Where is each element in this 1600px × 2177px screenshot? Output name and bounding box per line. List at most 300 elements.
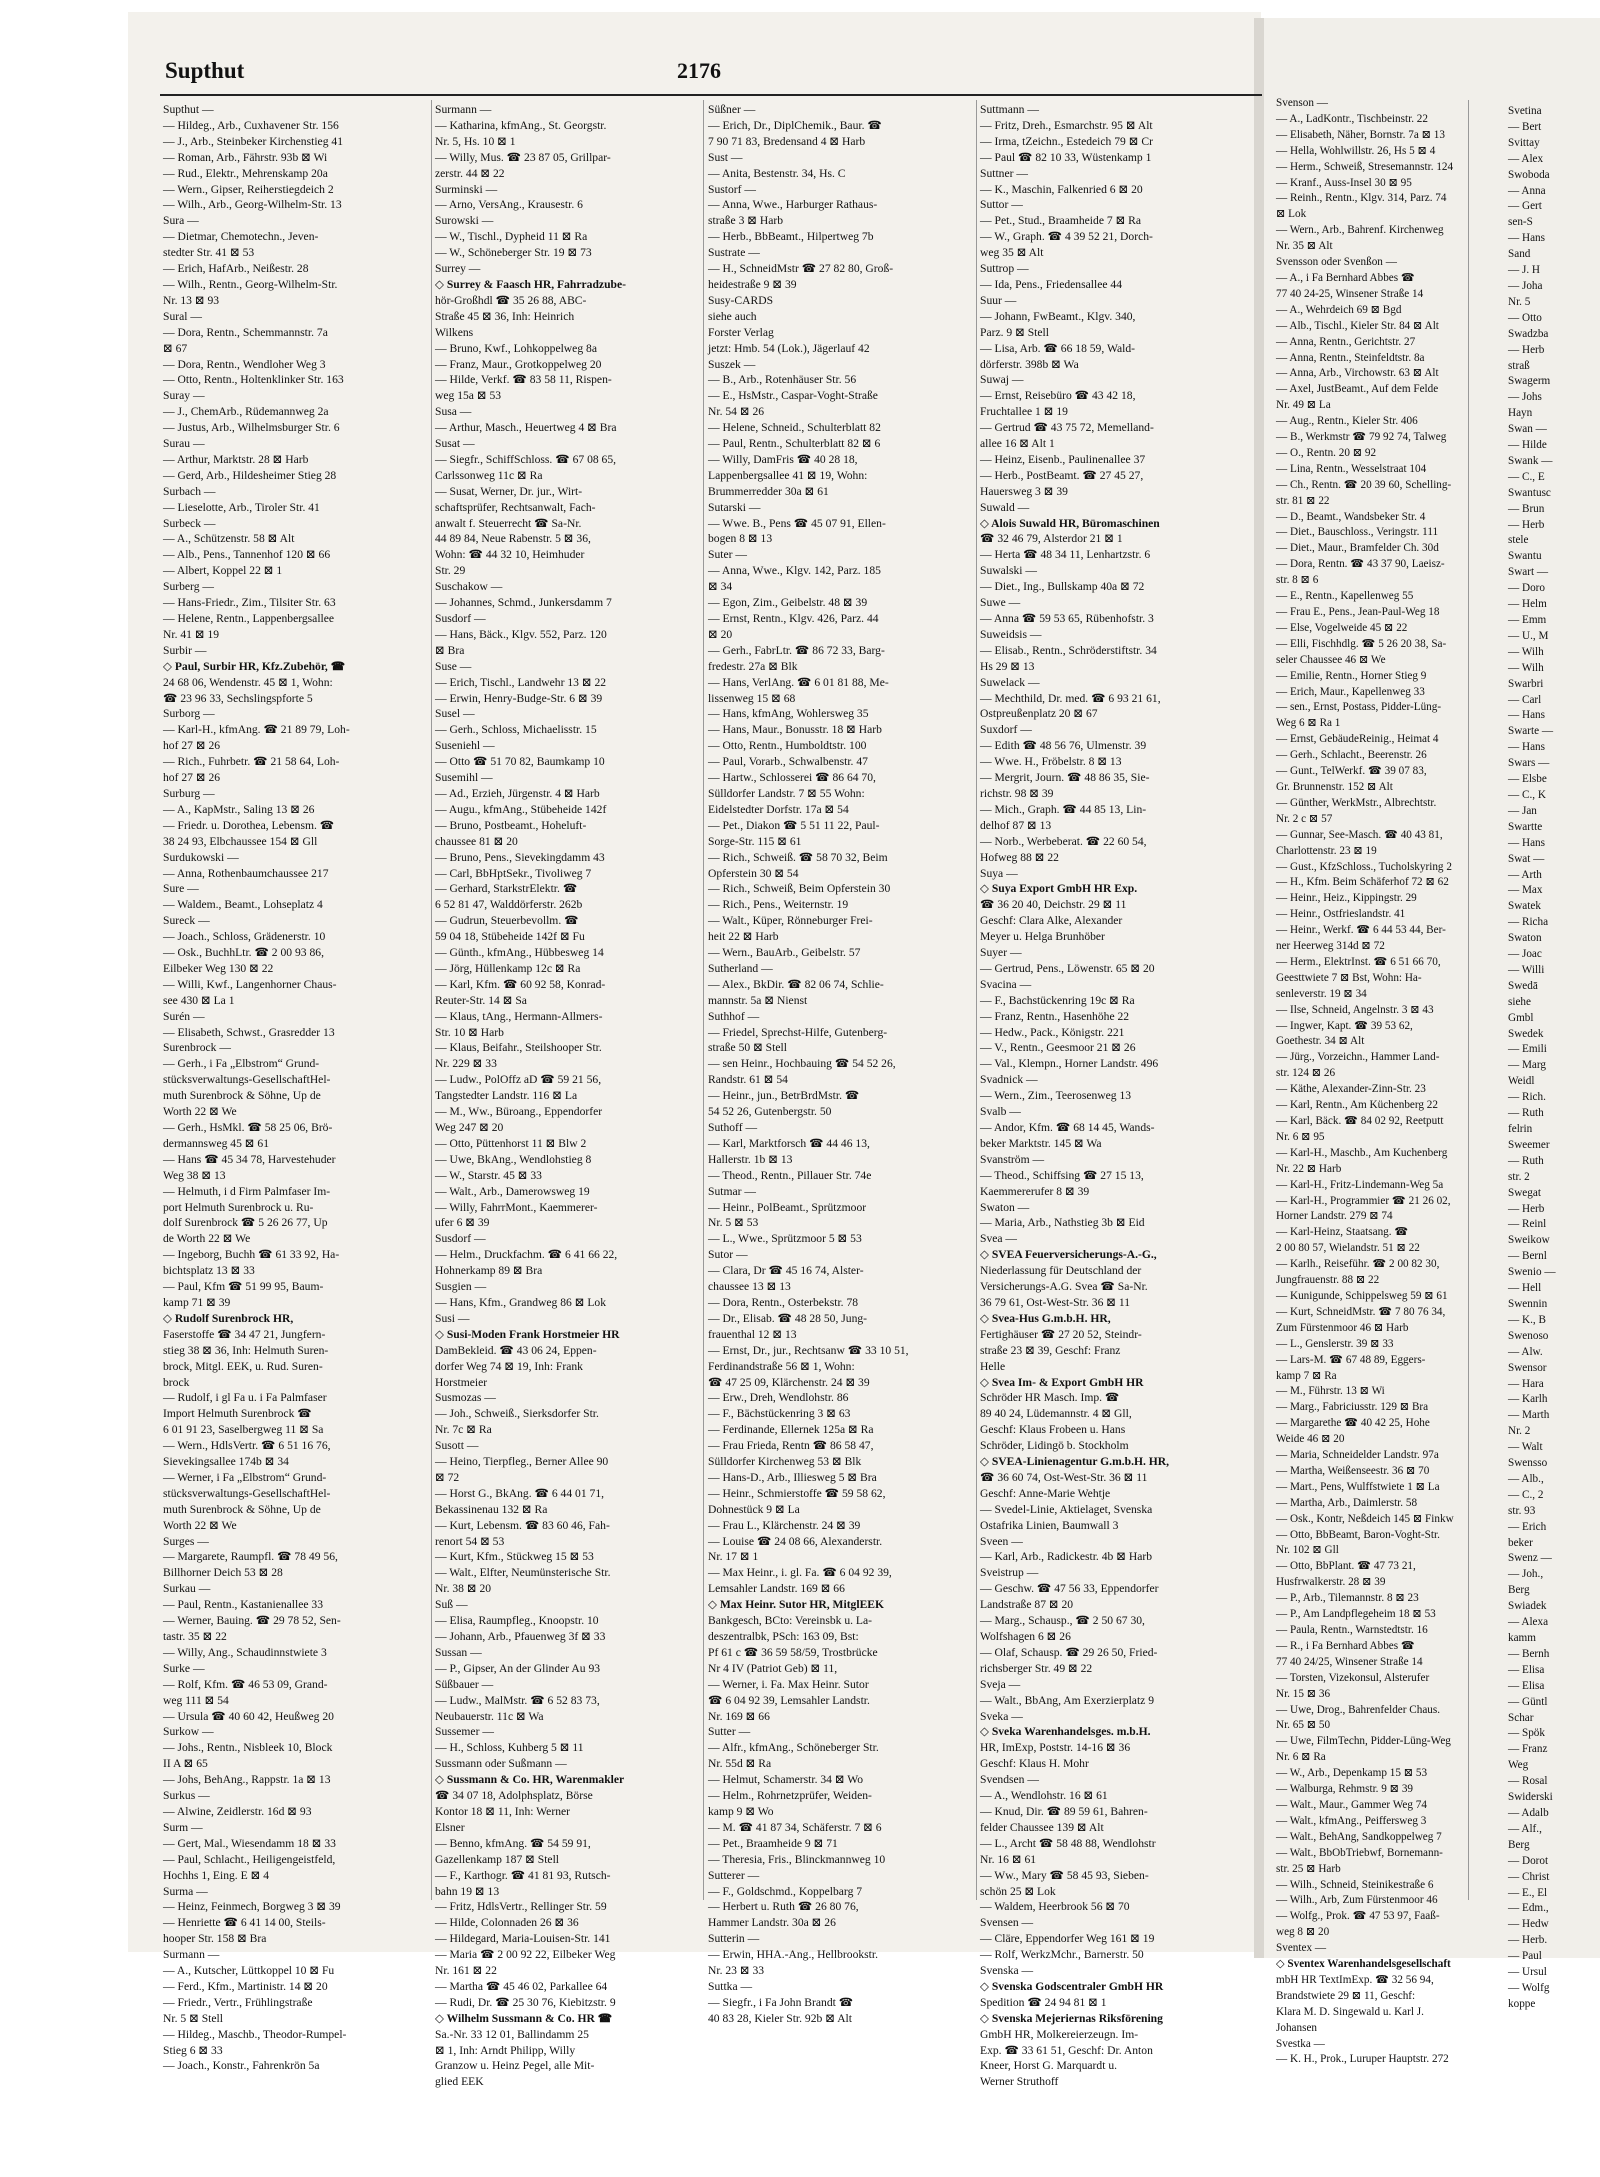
directory-line: — Spök (1508, 1727, 1545, 1740)
directory-line: — A., Kutscher, Lüttkoppel 10 ⊠ Fu (163, 1964, 335, 1978)
directory-line: Fertighäuser ☎ 27 20 52, Steindr- (980, 1327, 1142, 1341)
directory-line: Str. 29 (435, 564, 466, 578)
directory-line: — W., Starstr. 45 ⊠ 33 (435, 1168, 542, 1182)
directory-line: straße 50 ⊠ Stell (708, 1041, 787, 1055)
directory-line: — W., Graph. ☎ 4 39 52 21, Dorch- (980, 230, 1153, 244)
directory-line: — Helene, Schneid., Schulterblatt 82 (708, 421, 881, 435)
directory-line: — Elisa (1508, 1663, 1545, 1676)
directory-line: Nr. 5 (1508, 295, 1531, 308)
directory-line: — Walt., BbAng, Am Exerzierplatz 9 (980, 1693, 1155, 1707)
directory-line: Charlottenstr. 23 ⊠ 19 (1276, 844, 1377, 857)
directory-line: Susat — (435, 437, 475, 451)
directory-line: Hochhs 1, Eing. E ⊠ 4 (163, 1868, 269, 1882)
directory-line: — Walt., Arb., Damerowsweg 19 (435, 1184, 590, 1198)
directory-line: Swarbri (1508, 677, 1544, 690)
directory-line: — Jürg., Vorzeichn., Hammer Land- (1276, 1051, 1440, 1064)
directory-line: — Roman, Arb., Fährstr. 93b ⊠ Wi (163, 150, 328, 164)
directory-line: Berg (1508, 1584, 1530, 1597)
directory-line: — Heinz, Feinmech, Borgweg 3 ⊠ 39 (163, 1900, 341, 1914)
directory-line: — Svedel-Linie, Aktielaget, Svenska (980, 1502, 1153, 1516)
directory-line: — Herbert u. Ruth ☎ 26 80 76, (708, 1900, 859, 1914)
directory-line: Hofweg 88 ⊠ 22 (980, 850, 1059, 864)
directory-line: Brandstwiete 29 ⊠ 11, Geschf: (1276, 1989, 1416, 2002)
directory-line: kamp 7 ⊠ Ra (1276, 1369, 1337, 1382)
directory-line: Svenson — (1276, 97, 1328, 109)
directory-line: — Alb., Tischl., Kieler Str. 84 ⊠ Alt (1276, 319, 1439, 332)
directory-line: Swaton (1508, 932, 1542, 945)
directory-line: Sweemer (1508, 1138, 1550, 1151)
directory-line: — Olaf, Schausp. ☎ 29 26 50, Fried- (980, 1645, 1158, 1659)
directory-line: Sure — (163, 882, 199, 896)
directory-line: — Bruno, Pens., Sievekingdamm 43 (435, 850, 605, 864)
directory-line: Suyer — (980, 946, 1022, 960)
directory-line: Parz. 9 ⊠ Stell (980, 325, 1049, 339)
directory-line: Surenbrock — (163, 1041, 231, 1055)
directory-line: — Heinr., jun., BetrBrdMstr. ☎ (708, 1089, 860, 1103)
directory-line: — Kurt, Kfm., Stückweg 15 ⊠ 53 (435, 1550, 594, 1564)
directory-line: Randstr. 61 ⊠ 54 (708, 1073, 788, 1087)
directory-line: Surkow — (163, 1725, 214, 1739)
directory-line: HR, ImExp, Poststr. 14-16 ⊠ 36 (980, 1741, 1131, 1755)
directory-line: Sust — (708, 150, 743, 164)
directory-line: — Waldem, Heerbrook 56 ⊠ 70 (980, 1900, 1130, 1914)
directory-line: — Susat, Werner, Dr. jur., Wirt- (435, 484, 583, 498)
directory-line: — Gerh., Schlacht., Beerenstr. 26 (1276, 749, 1427, 762)
directory-line: — Franz, Rentn., Hasenhöhe 22 (980, 1009, 1130, 1023)
directory-line: Fruchtallee 1 ⊠ 19 (980, 405, 1068, 419)
directory-line: Reuter-Str. 14 ⊠ Sa (435, 993, 527, 1007)
directory-line: Sura — (163, 214, 199, 228)
directory-line: Weg (1508, 1759, 1529, 1772)
directory-line: Svetina (1508, 105, 1542, 117)
directory-line: port Helmuth Surenbrock u. Ru- (163, 1200, 314, 1214)
directory-line: — Wolfg., Prok. ☎ 47 53 97, Faaß- (1276, 1910, 1440, 1923)
directory-line: Geschf: Klaus Frobeen u. Hans (980, 1423, 1126, 1437)
directory-line: — Lisa, Arb. ☎ 66 18 59, Wald- (980, 341, 1135, 355)
directory-line: — Alfr., kfmAng., Schöneberger Str. (708, 1741, 879, 1755)
directory-line: — Helmuth, i d Firm Palmfaser Im- (163, 1184, 331, 1198)
directory-line: de Worth 22 ⊠ We (163, 1232, 251, 1246)
column-divider (1468, 100, 1469, 1900)
directory-line: Suttrop — (980, 262, 1029, 276)
directory-line: hof 27 ⊠ 26 (163, 771, 221, 785)
directory-line: — Erwin, Henry-Budge-Str. 6 ⊠ 39 (435, 691, 603, 705)
directory-line: — Walburga, Rehmstr. 9 ⊠ 39 (1276, 1783, 1414, 1796)
directory-line: Ferdinandstraße 56 ⊠ 1, Wohn: (708, 1359, 855, 1373)
directory-line: — Marg (1508, 1059, 1547, 1072)
directory-line: Surmann — (163, 1948, 220, 1962)
directory-line: Sutter — (708, 1725, 751, 1739)
directory-line: — Joha (1508, 279, 1543, 292)
directory-line: — Anna ☎ 59 53 65, Rübenhofstr. 3 (980, 612, 1154, 625)
directory-line: ⊠ 72 (435, 1470, 460, 1484)
directory-line: heidestraße 9 ⊠ 39 (708, 277, 797, 291)
directory-line: — Marg., Fabriciusstr. 129 ⊠ Bra (1276, 1401, 1429, 1414)
directory-line: — Anna, Arb., Virchowstr. 63 ⊠ Alt (1276, 367, 1439, 380)
directory-line: ◇ Susi-Moden Frank Horstmeier HR (435, 1327, 620, 1341)
directory-line: — C., K (1508, 788, 1546, 801)
directory-line: — Erich (1508, 1520, 1547, 1533)
directory-line: — A., Wehrdeich 69 ⊠ Bgd (1276, 303, 1402, 316)
directory-line: — Herb. (1508, 1934, 1548, 1947)
directory-line: ⊠ Lok (1276, 208, 1307, 221)
directory-line: Forster Verlag (708, 325, 774, 339)
directory-line: muth Surenbrock & Söhne, Up de (163, 1089, 321, 1103)
directory-line: — Martha ☎ 45 46 02, Parkallee 64 (435, 1979, 608, 1993)
directory-line: Sustorf — (708, 182, 756, 196)
directory-line: — Siegfr., SchiffSchloss. ☎ 67 08 65, (435, 452, 617, 466)
directory-line: Swat — (1508, 852, 1545, 865)
directory-line: Goethestr. 34 ⊠ Alt (1276, 1035, 1365, 1048)
directory-line: — L., Genslerstr. 39 ⊠ 33 (1276, 1337, 1394, 1350)
directory-line: — R., i Fa Bernhard Abbes ☎ (1276, 1639, 1415, 1652)
directory-line: — Werner, Bauing. ☎ 29 78 52, Sen- (163, 1614, 341, 1628)
directory-line: — Anna, Rentn., Gerichtstr. 27 (1276, 335, 1416, 348)
directory-line: Eidelstedter Dorfstr. 17a ⊠ 54 (708, 802, 849, 816)
directory-line: Nr. 161 ⊠ 22 (435, 1964, 497, 1978)
directory-line: Neubauerstr. 11c ⊠ Wa (435, 1709, 544, 1723)
directory-line: — Gertrud ☎ 43 75 72, Memelland- (980, 421, 1154, 435)
directory-line: hooper Str. 158 ⊠ Bra (163, 1932, 267, 1946)
directory-line: — Herta ☎ 48 34 11, Lenhartzstr. 6 (980, 548, 1151, 562)
directory-line: Swartte (1508, 820, 1543, 833)
directory-line: — Rich., Schweiß, Beim Opferstein 30 (708, 882, 891, 896)
directory-line: Svenska — (980, 1964, 1034, 1978)
directory-line: — Gert (1508, 200, 1542, 213)
directory-line: lissenweg 15 ⊠ 68 (708, 691, 796, 705)
directory-line: Nr. 55d ⊠ Ra (708, 1757, 772, 1771)
directory-line: Weide 46 ⊠ 20 (1276, 1433, 1345, 1446)
directory-line: sen-S (1508, 216, 1533, 229)
directory-line: — E., El (1508, 1886, 1548, 1899)
directory-line: Sievekingsallee 174b ⊠ 34 (163, 1455, 289, 1469)
directory-line: Gazellenkamp 187 ⊠ Stell (435, 1852, 560, 1866)
directory-line: — Dora, Rentn. ☎ 43 37 90, Laeisz- (1276, 558, 1445, 571)
directory-line: felder Chaussee 139 ⊠ Alt (980, 1820, 1104, 1834)
directory-line: — Waldem., Beamt., Lohseplatz 4 (163, 898, 323, 912)
directory-line: — sen Heinr., Hochbauing ☎ 54 52 26, (708, 1057, 896, 1071)
directory-line: ⊠ 34 (708, 580, 733, 594)
directory-line: — Cläre, Eppendorfer Weg 161 ⊠ 19 (980, 1932, 1155, 1946)
directory-line: — Hartw., Schlosserei ☎ 86 64 70, (708, 771, 876, 785)
directory-line: str. 124 ⊠ 26 (1276, 1067, 1336, 1080)
directory-line: — Rolf, WerkzMchr., Barnerstr. 50 (980, 1948, 1144, 1962)
directory-line: — Martha, Arb., Daimlerstr. 58 (1276, 1496, 1418, 1509)
directory-line: — Ida, Pens., Friedensallee 44 (980, 277, 1122, 291)
directory-line: — Wwe. H., Fröbelstr. 8 ⊠ 13 (980, 755, 1122, 769)
directory-line: — Edm., (1508, 1902, 1549, 1915)
directory-line: Jungfrauenstr. 88 ⊠ 22 (1276, 1274, 1380, 1287)
directory-line: — Erich, Maur., Kapellenweg 33 (1276, 685, 1425, 698)
directory-line: — Walt., kfmAng., Peiffersweg 3 (1276, 1814, 1427, 1827)
directory-line: — Frau E., Pens., Jean-Paul-Weg 18 (1276, 606, 1440, 618)
directory-line: — Val., Klempn., Horner Landstr. 496 (980, 1057, 1159, 1071)
directory-line: ◇ Svea-Hus G.m.b.H. HR, (980, 1311, 1111, 1325)
directory-line: Kontor 18 ⊠ 11, Inh: Werner (435, 1804, 570, 1818)
directory-line: Geschf: Klaus H. Mohr (980, 1757, 1089, 1771)
directory-line: — Kurt, Lebensm. ☎ 83 60 46, Fah- (435, 1518, 610, 1532)
directory-line: — W., Arb., Depenkamp 15 ⊠ 53 (1276, 1767, 1428, 1780)
directory-line: — Ingeborg, Buchh ☎ 61 33 92, Ha- (163, 1248, 340, 1262)
directory-line: — Wilh., Arb., Georg-Wilhelm-Str. 13 (163, 198, 342, 212)
directory-line: tastr. 35 ⊠ 22 (163, 1630, 227, 1643)
directory-line: — Anita, Bestenstr. 34, Hs. C (708, 166, 846, 180)
directory-line: — Güntl (1508, 1695, 1548, 1708)
directory-line: str. 25 ⊠ Harb (1276, 1862, 1341, 1875)
directory-line: 36 79 61, Ost-West-Str. 36 ⊠ 11 (980, 1295, 1131, 1309)
directory-line: Surbach — (163, 484, 216, 498)
directory-line: Surma — (163, 1884, 208, 1898)
directory-line: — P., Gipser, An der Glinder Au 93 (435, 1661, 601, 1675)
directory-line: — Hans, kfmAng, Wohlersweg 35 (708, 707, 869, 721)
directory-line: — Karlh (1508, 1393, 1548, 1406)
directory-line: — Rudi, Dr. ☎ 25 30 76, Kiebitzstr. 9 (435, 1995, 616, 2009)
directory-line: Zum Fürstenmoor 46 ⊠ Harb (1276, 1321, 1409, 1334)
directory-line: Surdukowski — (163, 850, 239, 864)
directory-line: ◇ Surrey & Faasch HR, Fahrradzube- (435, 277, 626, 291)
directory-line: — Rudolf, i gl Fa u. i Fa Palmfaser (163, 1391, 327, 1405)
directory-line: — Bert (1508, 120, 1542, 133)
directory-line: — M., Führstr. 13 ⊠ Wi (1276, 1385, 1385, 1398)
directory-line: ☎ 36 20 40, Deichstr. 29 ⊠ 11 (980, 898, 1127, 912)
directory-line: — Ad., Erzieh, Jürgenstr. 4 ⊠ Harb (435, 786, 600, 800)
directory-line: Straße 45 ⊠ 36, Inh: Heinrich (435, 309, 575, 323)
directory-line: — Heinr., Werkf. ☎ 6 44 53 44, Ber- (1276, 924, 1446, 937)
directory-line: — L., Archt ☎ 58 48 88, Wendlohstr (980, 1836, 1156, 1850)
directory-line: — Anna, Wwe., Harburger Rathaus- (708, 198, 878, 212)
directory-line: Suttner — (980, 166, 1028, 180)
directory-line: Carlssonweg 11c ⊠ Ra (435, 468, 543, 482)
directory-line: — Norb., Werbeberat. ☎ 22 60 54, (980, 834, 1147, 848)
directory-line: Faserstoffe ☎ 34 47 21, Jungfern- (163, 1327, 326, 1341)
directory-line: — Gudrun, Steuerbevollm. ☎ (435, 914, 579, 928)
directory-line: Hohnerkamp 89 ⊠ Bra (435, 1264, 543, 1278)
directory-line: Surminski — (435, 182, 498, 196)
directory-line: — Pet., Braamheide 9 ⊠ 71 (708, 1836, 838, 1850)
directory-line: — A., i Fa Bernhard Abbes ☎ (1276, 271, 1415, 284)
directory-line: — Karl, Kfm. ☎ 60 92 58, Konrad- (435, 977, 606, 991)
directory-line: — Otto, Püttenhorst 11 ⊠ Blw 2 (435, 1136, 587, 1150)
directory-line: weg 111 ⊠ 54 (163, 1693, 229, 1707)
directory-line: — Willy, Mus. ☎ 23 87 05, Grillpar- (435, 150, 611, 164)
directory-line: Sveka — (980, 1709, 1023, 1723)
directory-line: — L., Wwe., Sprützmoor 5 ⊠ 53 (708, 1232, 862, 1246)
directory-line: — Lieselotte, Arb., Tiroler Str. 41 (163, 500, 320, 514)
directory-line: Svensen — (980, 1916, 1034, 1930)
directory-line: — Arth (1508, 868, 1542, 881)
directory-line: Svensson oder Svenßon — (1276, 256, 1397, 269)
directory-line: — Hedw (1508, 1918, 1549, 1931)
directory-line: — Franz (1508, 1743, 1548, 1756)
directory-line: Suthhof — (708, 1009, 760, 1023)
directory-line: Svacina — (980, 977, 1032, 991)
directory-line: str. 2 (1508, 1170, 1530, 1183)
directory-line: Susdorf — (435, 612, 486, 625)
directory-line: — Anna, Wwe., Klgv. 142, Parz. 185 (708, 564, 881, 578)
directory-line: Bankgesch, BCto: Vereinsbk u. La- (708, 1614, 873, 1628)
directory-line: ◇ SVEA Feuerversicherungs-A.-G., (980, 1248, 1157, 1262)
directory-line: hör-Großhdl ☎ 35 26 88, ABC- (435, 293, 587, 307)
directory-line: Nr. 7c ⊠ Ra (435, 1423, 492, 1437)
directory-line: Swadzba (1508, 327, 1549, 340)
directory-line: Granzow u. Heinz Pegel, alle Mit- (435, 2059, 595, 2073)
directory-line: — A., LadKontr., Tischbeinstr. 22 (1276, 112, 1428, 125)
directory-line: ⊠ 1, Inh: Arndt Philipp, Willy (435, 2043, 576, 2057)
directory-line: Nr. 6 ⊠ 95 (1276, 1130, 1325, 1143)
directory-line: Surburg — (163, 786, 215, 800)
directory-line: schaftsprüfer, Rechtsanwalt, Fach- (435, 500, 596, 514)
directory-line: — Otto, Rentn., Holtenklinker Str. 163 (163, 373, 344, 387)
directory-line: — K., B (1508, 1313, 1546, 1326)
directory-line: — Hans (1508, 232, 1545, 245)
directory-line: — Arthur, Masch., Heuertweg 4 ⊠ Bra (435, 421, 617, 435)
directory-line: — Siegfr., i Fa John Brandt ☎ (708, 1995, 854, 2009)
directory-line: — Johannes, Schmd., Junkersdamm 7 (435, 596, 612, 610)
directory-line: — Alw. (1508, 1345, 1543, 1358)
directory-line: str. 8 ⊠ 6 (1276, 574, 1319, 587)
directory-line: — Herb., PostBeamt. ☎ 27 45 27, (980, 468, 1144, 482)
directory-line: Worth 22 ⊠ We (163, 1518, 237, 1532)
directory-line: ☎ 32 46 79, Alsterdor 21 ⊠ 1 (980, 532, 1123, 546)
directory-line: — Egon, Zim., Geibelstr. 48 ⊠ 39 (708, 596, 868, 610)
directory-line: — Gerh., HsMkl. ☎ 58 25 06, Brö- (163, 1121, 333, 1134)
directory-line: — Hans, Kfm., Grandweg 86 ⊠ Lok (435, 1295, 607, 1309)
directory-line: straße 3 ⊠ Harb (708, 214, 784, 228)
directory-line: — Joach., Konstr., Fahrenkrön 5a (163, 2059, 320, 2073)
directory-line: — Arthur, Marktstr. 28 ⊠ Harb (163, 452, 309, 466)
directory-line: stieg 38 ⊠ 36, Inh: Helmuth Suren- (163, 1343, 329, 1357)
directory-line: — Helm., Rohrnetzprüfer, Weiden- (708, 1789, 872, 1803)
directory-line: Bekassinenau 132 ⊠ Ra (435, 1502, 548, 1516)
column-divider (703, 100, 704, 1900)
directory-line: kamm (1508, 1632, 1536, 1644)
directory-line: — Herb (1508, 343, 1545, 356)
directory-line: Susgien — (435, 1280, 487, 1294)
directory-line: — Gertrud, Pens., Löwenstr. 65 ⊠ 20 (980, 961, 1155, 975)
directory-line: — Maria, Arb., Nathstieg 3b ⊠ Eid (980, 1216, 1145, 1230)
directory-line: — Elisabeth, Schwst., Grasredder 13 (163, 1025, 335, 1039)
directory-line: Surowski — (435, 214, 494, 228)
directory-line: Sussmann oder Sußmann — (435, 1757, 567, 1771)
directory-line: — Paul, Kfm ☎ 51 99 95, Baum- (163, 1280, 324, 1294)
directory-line: siehe auch (708, 309, 757, 323)
directory-line: — Karlh., Reiseführ. ☎ 2 00 82 30, (1276, 1258, 1440, 1271)
directory-line: Geschf: Clara Alke, Alexander (980, 914, 1123, 928)
directory-line: Sand (1508, 248, 1531, 261)
directory-line: — Osk., Kontr, Neßdeich 145 ⊠ Finkw (1276, 1512, 1454, 1525)
directory-line: Billhorner Deich 53 ⊠ 28 (163, 1566, 283, 1580)
directory-line: — Hella, Wohlwillstr. 26, Hs 5 ⊠ 4 (1276, 144, 1436, 157)
directory-line: Suszek — (708, 357, 756, 371)
directory-line: Elsner (435, 1820, 465, 1834)
directory-line: Gmbl (1508, 1011, 1534, 1024)
directory-line: ☎ 36 60 74, Ost-West-Str. 36 ⊠ 11 (980, 1470, 1148, 1484)
directory-line: Hauersweg 3 ⊠ 39 (980, 484, 1068, 498)
directory-line: Susdorf — (435, 1232, 486, 1246)
directory-line: Süßbauer — (435, 1677, 494, 1691)
directory-line: Pf 61 c ☎ 36 59 58/59, Trostbrücke (708, 1645, 878, 1659)
directory-line: 77 40 24-25, Winsener Straße 14 (1276, 287, 1424, 300)
directory-line: Surrey — (435, 262, 481, 276)
directory-line: ☎ 23 96 33, Sechslingspforte 5 (163, 691, 313, 705)
directory-line: Swensor (1508, 1361, 1547, 1374)
directory-line: — Ruth (1508, 1154, 1544, 1167)
directory-line: — Willi (1508, 963, 1545, 976)
directory-line: — E., Rentn., Kapellenweg 55 (1276, 590, 1414, 603)
directory-line: — Ernst, Dr., jur., Rechtsanw ☎ 33 10 51, (708, 1343, 909, 1357)
directory-line: — F., Goldschmd., Koppelbarg 7 (708, 1884, 863, 1898)
directory-line: Brummerredder 30a ⊠ 61 (708, 484, 829, 498)
column-6 (1508, 104, 1600, 2010)
directory-line: Lappenbergsallee 41 ⊠ 19, Wohn: (708, 468, 868, 482)
directory-line: — J. H (1508, 264, 1541, 277)
directory-line: — Aug., Rentn., Kieler Str. 406 (1276, 415, 1418, 428)
column-4 (980, 102, 1245, 2089)
directory-line: Kaemmererufer 8 ⊠ 39 (980, 1184, 1090, 1198)
directory-line: Swantu (1508, 550, 1542, 563)
directory-line: — Heinr., PolBeamt., Sprützmoor (708, 1200, 867, 1214)
column-5 (1276, 96, 1466, 2066)
directory-line: — Käthe, Alexander-Zinn-Str. 23 (1276, 1083, 1426, 1096)
directory-line: — Günther, WerkMstr., Albrechtstr. (1276, 796, 1437, 809)
directory-line: — Fritz, Dreh., Esmarchstr. 95 ⊠ Alt (980, 118, 1153, 132)
page-number: 2176 (677, 58, 721, 83)
directory-line: ⊠ 67 (163, 341, 188, 355)
directory-line: — Rich., Schweiß. ☎ 58 70 32, Beim (708, 850, 888, 864)
directory-line: — Alb., Pens., Tannenhof 120 ⊠ 66 (163, 548, 331, 562)
directory-line: — Herb (1508, 518, 1545, 531)
directory-line: renort 54 ⊠ 53 (435, 1534, 505, 1548)
directory-line: Str. 10 ⊠ Harb (435, 1025, 504, 1039)
directory-line: — Gust., KfzSchloss., Tucholskyring 2 (1276, 860, 1452, 873)
directory-line: Suwelack — (980, 675, 1040, 689)
directory-line: — B., Werkmstr ☎ 79 92 74, Talweg (1276, 431, 1447, 444)
directory-line: Sutterin — (708, 1932, 760, 1946)
directory-line: weg 35 ⊠ Alt (980, 246, 1044, 260)
directory-line: — Klaus, Beifahr., Steilshooper Str. (435, 1041, 602, 1055)
directory-line: Suxdorf — (980, 723, 1032, 737)
directory-line: Schröder, Lidingö b. Stockholm (980, 1439, 1129, 1453)
directory-line: — Theresia, Fris., Blinckmannweg 10 (708, 1852, 886, 1866)
directory-line: Swenio — (1508, 1266, 1556, 1279)
directory-line: — B., Arb., Rotenhäuser Str. 56 (708, 373, 857, 387)
directory-line: — Christ (1508, 1870, 1550, 1883)
directory-line: — Ernst, GebäudeReinig., Heimat 4 (1276, 733, 1439, 746)
directory-line: 40 83 28, Kieler Str. 92b ⊠ Alt (708, 2011, 853, 2025)
directory-line: kamp 9 ⊠ Wo (708, 1804, 774, 1818)
directory-line: Nr. 17 ⊠ 1 (708, 1550, 759, 1564)
header-rule (160, 94, 1262, 96)
directory-line: — Joac (1508, 948, 1542, 961)
directory-line: Suwalski — (980, 564, 1038, 578)
directory-line: — Emili (1508, 1043, 1547, 1056)
directory-line: — Hilde, Verkf. ☎ 83 58 11, Rispen- (435, 373, 612, 387)
directory-line: — A., Schützenstr. 58 ⊠ Alt (163, 532, 295, 546)
directory-line: Swensso (1508, 1457, 1548, 1470)
directory-line: Surges — (163, 1534, 209, 1548)
directory-line: brock, Mitgl. EEK, u. Rud. Suren- (163, 1359, 323, 1373)
directory-line: Swenoso (1508, 1329, 1549, 1342)
directory-line: 6 52 81 47, Walddörferstr. 262b (435, 898, 583, 912)
directory-line: Werner Struthoff (980, 2075, 1059, 2089)
directory-line: — Bruno, Postbeamt., Hoheluft- (435, 818, 587, 832)
directory-line: Wolfshagen 6 ⊠ 26 (980, 1630, 1071, 1643)
directory-line: — H., Schloss, Kuhberg 5 ⊠ 11 (435, 1741, 584, 1755)
directory-line: — Anna, Rothenbaumchaussee 217 (163, 866, 329, 880)
directory-line: Nr. 65 ⊠ 50 (1276, 1719, 1331, 1732)
directory-line: — Else, Vogelweide 45 ⊠ 22 (1276, 621, 1408, 634)
directory-line: — Henriette ☎ 6 41 14 00, Steils- (163, 1916, 326, 1930)
